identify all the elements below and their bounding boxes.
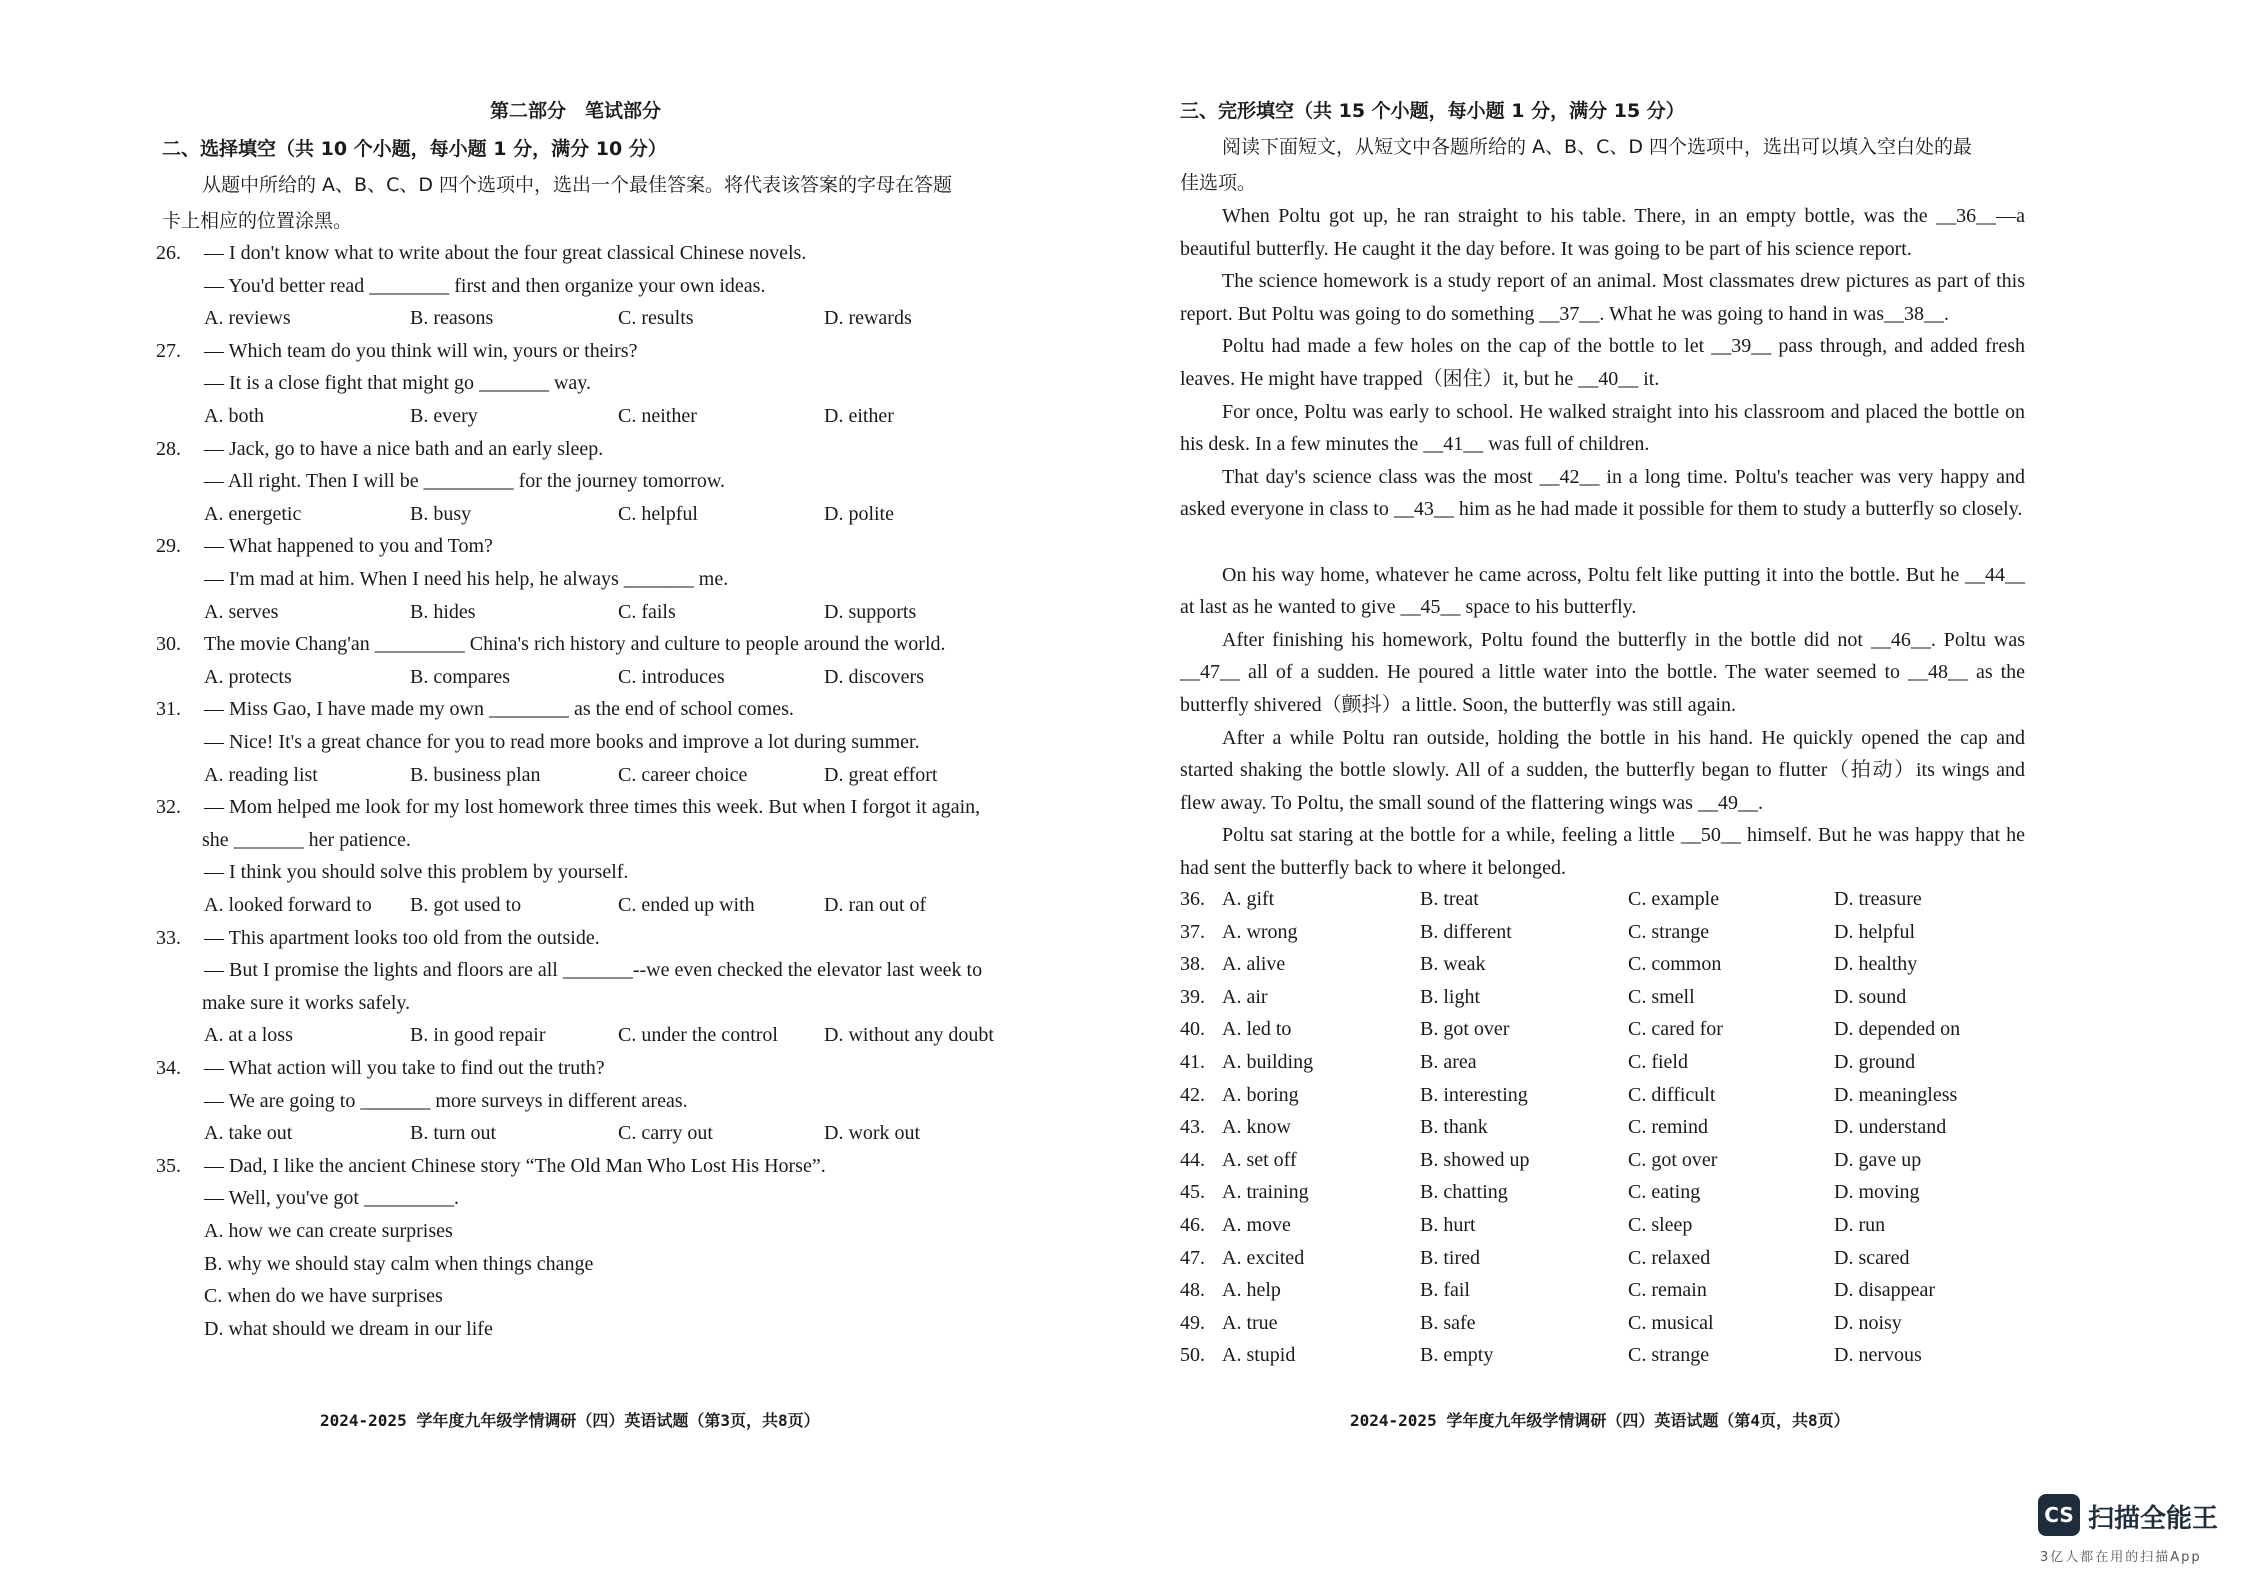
question-number: 27. [156, 339, 181, 362]
answer-option: B. business plan [410, 763, 541, 786]
answer-option: A. looked forward to [204, 894, 372, 916]
cloze-answer-option: C. cared for [1628, 1018, 1723, 1041]
cloze-answer-option: C. common [1628, 953, 1722, 976]
camscanner-brand: 扫描全能王 [2088, 1504, 2219, 1534]
instruction-line-1: 从题中所给的 A、B、C、D 四个选项中，选出一个最佳答案。将代表该答案的字母在答题 [202, 174, 953, 196]
cloze-option-number: 36. [1180, 888, 1205, 910]
cloze-instruction-line-2: 佳选项。 [1180, 172, 1257, 194]
answer-option: A. how we can create surprises [204, 1220, 453, 1242]
question-number: 29. [156, 535, 181, 558]
cloze-answer-option: B. treat [1420, 888, 1479, 910]
cloze-option-number: 49. [1180, 1311, 1205, 1334]
cloze-answer-option: D. moving [1834, 1181, 1920, 1204]
cloze-option-number: 37. [1180, 920, 1205, 943]
cloze-answer-option: B. interesting [1420, 1083, 1528, 1106]
answer-option: A. reading list [204, 763, 318, 786]
cloze-answer-option: A. building [1222, 1051, 1314, 1073]
section-title-choice: 二、选择填空（共 10 个小题，每小题 1 分，满分 10 分） [162, 138, 667, 160]
passage-paragraph: That day's science class was the most __42__ in a long time. Poltu's teacher was very happy and asked everyone in class to __43__ him as he had made it possible for them to study a butterfly so closely. [1180, 465, 2025, 521]
cloze-answer-option: B. thank [1420, 1116, 1488, 1139]
cloze-answer-option: A. training [1222, 1181, 1309, 1204]
cloze-answer-option: B. chatting [1420, 1181, 1508, 1204]
cloze-answer-option: B. hurt [1420, 1214, 1476, 1236]
answer-option: A. serves [204, 600, 279, 623]
answer-option: C. career choice [618, 763, 748, 786]
cloze-answer-option: A. led to [1222, 1018, 1292, 1041]
answer-option: D. great effort [824, 763, 938, 786]
cloze-answer-option: C. remind [1628, 1116, 1708, 1139]
answer-option: D. polite [824, 502, 894, 525]
cloze-option-number: 46. [1180, 1214, 1205, 1236]
answer-option: C. ended up with [618, 894, 755, 916]
answer-option: D. rewards [824, 307, 912, 330]
cloze-option-number: 38. [1180, 953, 1205, 976]
cloze-answer-option: D. noisy [1834, 1311, 1902, 1334]
cloze-answer-option: D. ground [1834, 1051, 1916, 1073]
answer-option: D. either [824, 405, 894, 427]
cloze-answer-option: B. empty [1420, 1344, 1494, 1367]
answer-option: B. every [410, 405, 478, 427]
question-line: — I think you should solve this problem by yourself. [204, 861, 629, 884]
cloze-answer-option: D. sound [1834, 985, 1907, 1008]
answer-option: D. what should we dream in our life [204, 1317, 493, 1340]
cloze-answer-option: C. smell [1628, 985, 1695, 1008]
answer-option: D. discovers [824, 665, 924, 688]
cloze-answer-option: C. got over [1628, 1148, 1718, 1171]
cloze-answer-option: D. disappear [1834, 1279, 1936, 1302]
passage-paragraph: After finishing his homework, Poltu found the butterfly in the bottle did not __46__. Poltu was __47__ all of a sudden. He poured a little water into the bottle. The water seemed to __48__ as the butterfly shivered（颤抖）a little. Soon, the butterfly was still again. [1180, 628, 2025, 716]
answer-option: A. both [204, 405, 264, 427]
answer-option: B. got used to [410, 894, 522, 916]
question-line: — We are going to _______ more surveys in different areas. [204, 1089, 688, 1112]
cloze-option-number: 42. [1180, 1083, 1205, 1106]
cloze-answer-option: A. set off [1222, 1148, 1297, 1171]
cloze-answer-option: C. strange [1628, 1344, 1710, 1367]
cloze-answer-option: A. gift [1222, 888, 1275, 910]
passage-paragraph: On his way home, whatever he came across, Poltu felt like putting it into the bottle. But he __44__ at last as he wanted to give __45__ space to his butterfly. [1180, 563, 2025, 619]
cloze-answer-option: B. light [1420, 985, 1481, 1008]
answer-option: D. without any doubt [824, 1024, 994, 1047]
cloze-answer-option: A. help [1222, 1279, 1281, 1302]
camscanner-tagline: 3亿人都在用的扫描App [2040, 1550, 2202, 1565]
cloze-answer-option: B. showed up [1420, 1148, 1530, 1171]
cloze-answer-option: C. field [1628, 1051, 1688, 1073]
answer-option: B. compares [410, 665, 510, 688]
answer-option: B. turn out [410, 1122, 497, 1145]
answer-option: C. when do we have surprises [204, 1285, 443, 1308]
answer-option: A. protects [204, 665, 292, 688]
passage-paragraph: After a while Poltu ran outside, holding the bottle in his hand. He quickly opened the cap and started shaking the bottle slowly. All of a sudden, the butterfly began to flutter（拍动）its wings and flew away. To Poltu, the small sound of the flattering wings was __49__. [1180, 726, 2025, 814]
question-line: — All right. Then I will be _________ for the journey tomorrow. [204, 470, 726, 493]
cloze-answer-option: B. fail [1420, 1279, 1470, 1302]
question-line: — You'd better read ________ first and then organize your own ideas. [204, 274, 766, 297]
answer-option: B. reasons [410, 307, 494, 330]
page-footer-4: 2024-2025 学年度九年级学情调研（四）英语试题（第4页，共8页） [1350, 1411, 1850, 1430]
cloze-answer-option: B. got over [1420, 1018, 1510, 1041]
cloze-answer-option: D. understand [1834, 1116, 1947, 1139]
cloze-answer-option: C. eating [1628, 1181, 1701, 1204]
cloze-answer-option: D. nervous [1834, 1344, 1922, 1367]
cloze-option-number: 43. [1180, 1116, 1205, 1139]
cloze-answer-option: A. boring [1222, 1083, 1299, 1106]
answer-option: A. at a loss [204, 1024, 293, 1047]
section-title-cloze: 三、完形填空（共 15 个小题，每小题 1 分，满分 15 分） [1180, 100, 1685, 122]
cloze-answer-option: A. know [1222, 1116, 1291, 1139]
cloze-answer-option: C. remain [1628, 1279, 1707, 1302]
cloze-answer-option: C. relaxed [1628, 1246, 1711, 1269]
part-title: 第二部分 笔试部分 [490, 100, 662, 122]
cloze-answer-option: D. scared [1834, 1246, 1910, 1269]
answer-option: B. in good repair [410, 1024, 546, 1047]
passage-paragraph: When Poltu got up, he ran straight to his table. There, in an empty bottle, was the __36__—a beautiful butterfly. He caught it the day before. It was going to be part of his science report. [1180, 205, 2025, 260]
question-line: — Dad, I like the ancient Chinese story “The Old Man Who Lost His Horse”. [204, 1154, 826, 1177]
passage-paragraph: For once, Poltu was early to school. He walked straight into his classroom and placed the bottle on his desk. In a few minutes the __41__ was full of children. [1180, 400, 2025, 456]
cloze-answer-option: B. area [1420, 1051, 1477, 1073]
cloze-option-number: 39. [1180, 985, 1205, 1008]
question-number: 34. [156, 1057, 181, 1079]
cloze-answer-option: C. difficult [1628, 1083, 1716, 1106]
answer-option: D. supports [824, 600, 917, 623]
page-footer-3: 2024-2025 学年度九年级学情调研（四）英语试题（第3页，共8页） [320, 1411, 820, 1430]
cloze-option-number: 47. [1180, 1246, 1205, 1269]
question-line: — I'm mad at him. When I need his help, he always _______ me. [204, 568, 729, 590]
question-line: — I don't know what to write about the four great classical Chinese novels. [204, 242, 807, 264]
cloze-answer-option: C. strange [1628, 920, 1710, 943]
instruction-line-2: 卡上相应的位置涂黑。 [162, 210, 353, 232]
cloze-answer-option: B. tired [1420, 1246, 1480, 1269]
question-line: — But I promise the lights and floors are all _______--we even checked the elevator last week to [204, 959, 983, 982]
passage-paragraph: Poltu sat staring at the bottle for a while, feeling a little __50__ himself. But he was happy that he had sent the butterfly back to where it belonged. [1180, 824, 2025, 879]
question-number: 30. [156, 633, 181, 656]
passage-paragraph: Poltu had made a few holes on the cap of the bottle to let __39__ pass through, and added fresh leaves. He might have trapped（困住）it, but he __40__ it. [1180, 335, 2025, 390]
question-line: — What action will you take to find out the truth? [204, 1057, 605, 1079]
cloze-option-number: 41. [1180, 1051, 1205, 1073]
answer-option: B. why we should stay calm when things change [204, 1252, 594, 1275]
cloze-answer-option: B. safe [1420, 1311, 1476, 1334]
cloze-option-number: 50. [1180, 1344, 1205, 1367]
cloze-option-number: 40. [1180, 1018, 1205, 1041]
question-number: 26. [156, 242, 181, 264]
question-line: she _______ her patience. [202, 828, 411, 851]
cloze-answer-option: A. true [1222, 1311, 1278, 1334]
question-number: 32. [156, 796, 181, 819]
cloze-answer-option: A. wrong [1222, 920, 1298, 943]
answer-option: C. results [618, 307, 694, 330]
cloze-answer-option: A. excited [1222, 1246, 1305, 1269]
camscanner-logo-icon: CS [2038, 1494, 2080, 1536]
question-number: 28. [156, 437, 181, 460]
cloze-answer-option: D. meaningless [1834, 1083, 1958, 1106]
question-line: — What happened to you and Tom? [204, 535, 493, 558]
cloze-answer-option: B. different [1420, 920, 1512, 943]
cloze-answer-option: D. gave up [1834, 1148, 1922, 1171]
question-line: — Miss Gao, I have made my own ________ as the end of school comes. [204, 698, 794, 721]
cloze-answer-option: C. sleep [1628, 1214, 1693, 1236]
cloze-answer-option: D. treasure [1834, 888, 1922, 910]
answer-option: A. take out [204, 1122, 293, 1145]
cloze-answer-option: D. healthy [1834, 953, 1918, 976]
question-line: — This apartment looks too old from the outside. [204, 926, 600, 949]
cloze-option-number: 48. [1180, 1279, 1205, 1302]
question-number: 35. [156, 1154, 181, 1177]
answer-option: C. under the control [618, 1024, 778, 1047]
cloze-option-number: 44. [1180, 1148, 1205, 1171]
answer-option: A. energetic [204, 502, 302, 525]
cloze-option-number: 45. [1180, 1181, 1205, 1204]
answer-option: D. ran out of [824, 894, 927, 916]
answer-option: C. carry out [618, 1122, 713, 1145]
answer-option: C. fails [618, 600, 676, 623]
answer-option: D. work out [824, 1122, 921, 1145]
cloze-answer-option: A. alive [1222, 953, 1286, 976]
question-line: — Jack, go to have a nice bath and an early sleep. [204, 437, 604, 460]
answer-option: B. busy [410, 502, 472, 525]
question-line: — Nice! It's a great chance for you to read more books and improve a lot during summer. [204, 731, 920, 753]
answer-option: B. hides [410, 600, 476, 623]
answer-option: A. reviews [204, 307, 291, 330]
cloze-answer-option: A. move [1222, 1214, 1291, 1236]
cloze-answer-option: A. air [1222, 985, 1268, 1008]
question-line: — It is a close fight that might go _______ way. [204, 372, 591, 395]
question-line: The movie Chang'an _________ China's rich history and culture to people around the world. [204, 633, 946, 656]
question-line: make sure it works safely. [202, 991, 411, 1014]
question-line: — Well, you've got _________. [204, 1187, 459, 1210]
cloze-instruction-line-1: 阅读下面短文，从短文中各题所给的 A、B、C、D 四个选项中，选出可以填入空白处的最 [1222, 136, 1973, 158]
question-number: 33. [156, 926, 181, 949]
passage-paragraph: The science homework is a study report of an animal. Most classmates drew pictures as part of this report. But Poltu was going to do something __37__. What he was going to hand in was__38__. [1180, 270, 2025, 325]
question-line: — Which team do you think will win, yours or theirs? [204, 339, 638, 362]
cloze-answer-option: D. run [1834, 1214, 1886, 1236]
answer-option: C. helpful [618, 502, 698, 525]
cloze-answer-option: A. stupid [1222, 1344, 1296, 1367]
cloze-answer-option: B. weak [1420, 953, 1486, 976]
question-number: 31. [156, 698, 181, 721]
cloze-answer-option: D. helpful [1834, 920, 1916, 943]
cloze-answer-option: C. example [1628, 888, 1720, 910]
cloze-answer-option: C. musical [1628, 1311, 1714, 1334]
question-line: — Mom helped me look for my lost homework three times this week. But when I forgot it again, [204, 796, 981, 819]
answer-option: C. neither [618, 405, 697, 427]
answer-option: C. introduces [618, 665, 725, 688]
cloze-answer-option: D. depended on [1834, 1018, 1961, 1041]
